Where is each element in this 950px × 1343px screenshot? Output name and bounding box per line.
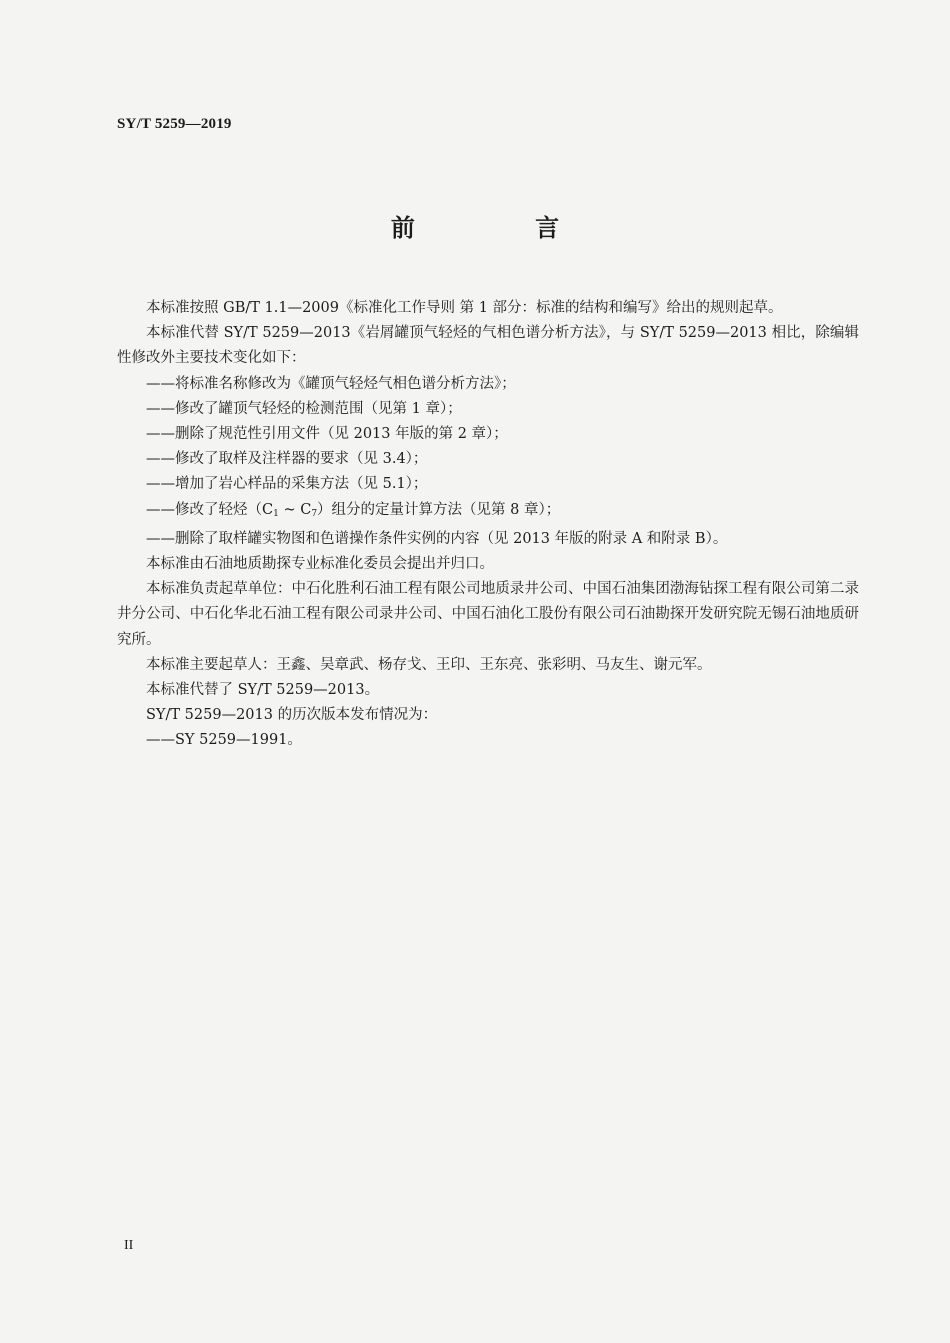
subscript: 1 [273,508,279,519]
item-text: ~ C [278,501,312,518]
standard-code: SY/T 5259—2019 [117,116,232,132]
list-item: ——删除了规范性引用文件（见 2013 年版的第 2 章）； [146,426,508,443]
item-text: ）组分的定量计算方法（见第 8 章）； [317,501,561,518]
subscript: 7 [311,508,318,519]
paragraph: 本标准由石油地质勘探专业标准化委员会提出并归口。 [146,556,494,573]
paragraph: 本标准负责起草单位：中石化胜利石油工程有限公司地质录井公司、中国石油集团渤海钻探工程有限公司第二录井分公司、中石化华北石油工程有限公司录井公司、中国石油化工股份有限公司石油勘探开发研究院无锡石油地质研究所。 [117,581,859,648]
page-title: 前 言 [390,214,616,242]
paragraph: 本标准按照 GB/T 1.1—2009《标准化工作导则 第 1 部分：标准的结构和编写》给出的规则起草。 [146,300,783,316]
item-text: ——修改了轻烃（C [146,501,274,518]
list-item: ——删除了取样罐实物图和色谱操作条件实例的内容（见 2013 年版的附录 A 和附录 B）。 [146,530,728,547]
paragraph: 本标准代替 SY/T 5259—2013《岩屑罐顶气轻烃的气相色谱分析方法》，与 SY/T 5259—2013 相比，除编辑性修改外主要技术变化如下： [117,325,859,367]
list-item: ——将标准名称修改为《罐顶气轻烃气相色谱分析方法》； [146,375,516,392]
paragraph: 本标准代替了 SY/T 5259—2013。 [146,682,380,699]
list-item: ——SY 5259—1991。 [146,732,302,749]
list-item: ——修改了取样及注样器的要求（见 3.4）； [146,451,428,468]
foreword-body [117,296,859,754]
list-item: ——增加了岩心样品的采集方法（见 5.1）； [146,476,428,493]
page-number: II [124,1238,134,1253]
list-item [117,498,859,527]
paragraph: SY/T 5259—2013 的历次版本发布情况为： [146,707,438,724]
list-item: ——修改了罐顶气轻烃的检测范围（见第 1 章）； [146,400,462,417]
paragraph: 本标准主要起草人：王鑫、吴章武、杨存戈、王印、王东亮、张彩明、马友生、谢元军。 [146,656,712,673]
